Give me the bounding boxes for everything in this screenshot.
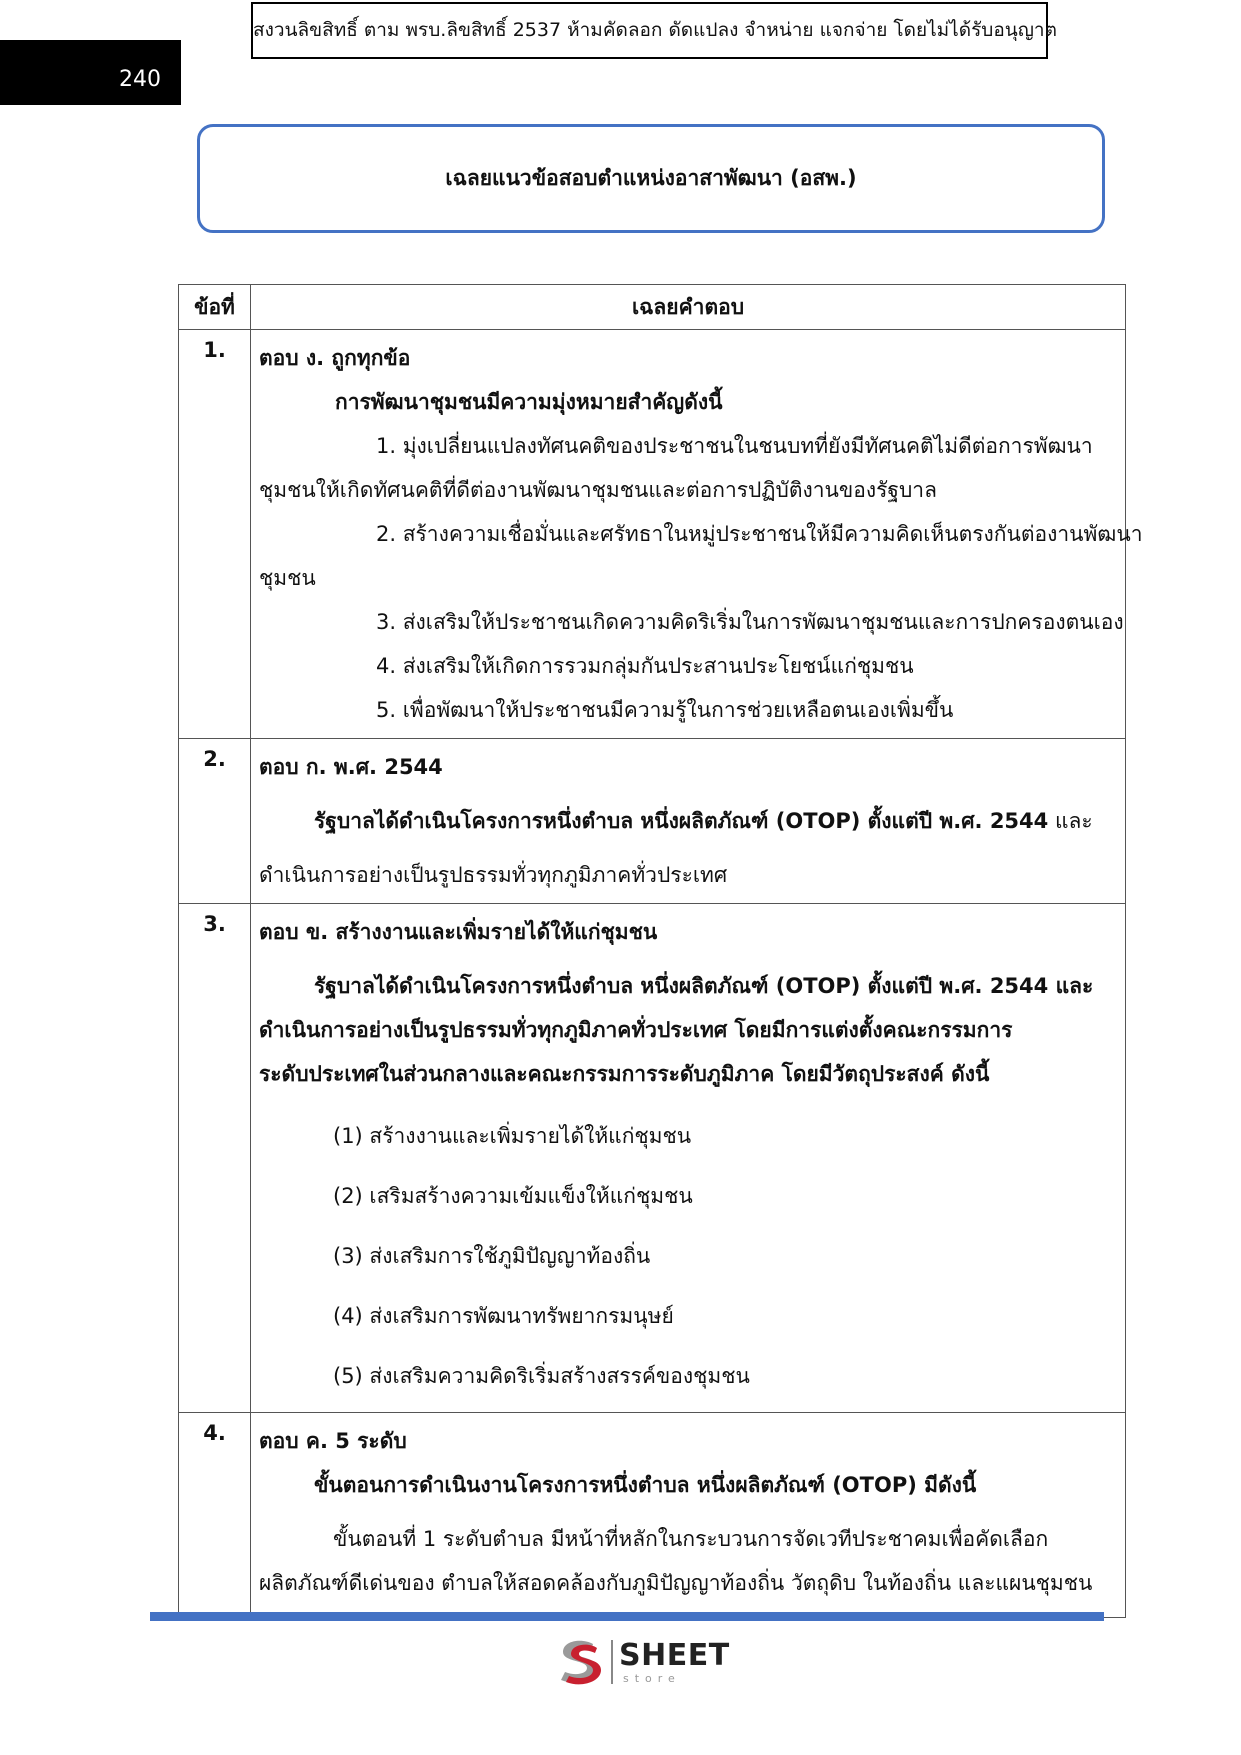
answer-line: การพัฒนาชุมชนมีความมุ่งหมายสำคัญดังนี้ xyxy=(335,390,723,414)
answer-line: ชุมชน xyxy=(259,566,316,590)
answer-line: รัฐบาลได้ดำเนินโครงการหนึ่งตำบล หนึ่งผลิตภัณฑ์ (OTOP) ตั้งแต่ปี พ.ศ. 2544 และ xyxy=(314,974,1094,998)
question-number: 4. xyxy=(179,1413,251,1618)
answer-line: ขั้นตอนการดำเนินงานโครงการหนึ่งตำบล หนึ่งผลิตภัณฑ์ (OTOP) มีดังนี้ xyxy=(314,1473,977,1497)
footer-rule xyxy=(150,1612,1104,1621)
table-row xyxy=(179,904,1126,1413)
question-number: 1. xyxy=(179,330,251,739)
objective-item: (5) ส่งเสริมความคิดริเริ่มสร้างสรรค์ของชุมชน xyxy=(333,1364,750,1388)
answer-line: 3. ส่งเสริมให้ประชาชนเกิดความคิดริเริ่มในการพัฒนาชุมชนและการปกครองตนเอง xyxy=(376,610,1124,634)
s-logo-icon xyxy=(553,1636,605,1688)
question-number: 3. xyxy=(179,904,251,1413)
answer-line-tail: และ xyxy=(1054,809,1093,833)
page-title-box xyxy=(197,124,1105,233)
table-row xyxy=(179,1413,1126,1618)
logo-brand-text: SHEET xyxy=(619,1638,730,1673)
answer-cell xyxy=(251,1413,1126,1618)
answer-heading: ตอบ ค. 5 ระดับ xyxy=(259,1429,407,1453)
answer-heading: ตอบ ข. สร้างงานและเพิ่มรายได้ให้แก่ชุมชน xyxy=(259,920,658,944)
answer-line: ดำเนินการอย่างเป็นรูปธรรมทั่วทุกภูมิภาคทั่วประเทศ โดยมีการแต่งตั้งคณะกรรมการ xyxy=(259,1018,1013,1042)
column-header-answer: เฉลยคำตอบ xyxy=(251,285,1126,330)
column-header-number: ข้อที่ xyxy=(179,285,251,330)
logo-divider xyxy=(611,1640,613,1684)
answer-line: 1. มุ่งเปลี่ยนแปลงทัศนคติของประชาชนในชนบทที่ยังมีทัศนคติไม่ดีต่อการพัฒนา xyxy=(376,434,1093,458)
sheet-store-logo xyxy=(553,1636,730,1688)
table-row xyxy=(179,739,1126,904)
answer-heading: ตอบ ง. ถูกทุกข้อ xyxy=(259,346,411,370)
answer-line: 5. เพื่อพัฒนาให้ประชาชนมีความรู้ในการช่วยเหลือตนเองเพิ่มขึ้น xyxy=(376,698,954,722)
objective-item: (4) ส่งเสริมการพัฒนาทรัพยากรมนุษย์ xyxy=(333,1304,674,1328)
answer-line xyxy=(259,799,1113,843)
answer-line: ขั้นตอนที่ 1 ระดับตำบล มีหน้าที่หลักในกระบวนการจัดเวทีประชาคมเพื่อคัดเลือก xyxy=(333,1527,1049,1551)
objective-item: (3) ส่งเสริมการใช้ภูมิปัญญาท้องถิ่น xyxy=(333,1244,651,1268)
table-header-row xyxy=(179,285,1126,330)
answer-line: ดำเนินการอย่างเป็นรูปธรรมทั่วทุกภูมิภาคทั่วประเทศ xyxy=(259,863,728,887)
answer-line: ผลิตภัณฑ์ดีเด่นของ ตำบลให้สอดคล้องกับภูมิปัญญาท้องถิ่น วัตถุดิบ ในท้องถิ่น และแผนชุมชน xyxy=(259,1571,1093,1595)
answer-heading: ตอบ ก. พ.ศ. 2544 xyxy=(259,755,443,779)
answer-cell xyxy=(251,739,1126,904)
table-row xyxy=(179,330,1126,739)
answer-table xyxy=(178,284,1143,1618)
logo-sub-text: store xyxy=(623,1672,681,1685)
question-number: 2. xyxy=(179,739,251,904)
objective-item: (1) สร้างงานและเพิ่มรายได้ให้แก่ชุมชน xyxy=(333,1124,692,1148)
answer-line: 4. ส่งเสริมให้เกิดการรวมกลุ่มกันประสานประโยชน์แก่ชุมชน xyxy=(376,654,914,678)
answer-line: ระดับประเทศในส่วนกลางและคณะกรรมการระดับภูมิภาค โดยมีวัตถุประสงค์ ดังนี้ xyxy=(259,1062,990,1086)
answer-line-bold: รัฐบาลได้ดำเนินโครงการหนึ่งตำบล หนึ่งผลิตภัณฑ์ (OTOP) ตั้งแต่ปี พ.ศ. 2544 xyxy=(314,809,1049,833)
page-number: 240 xyxy=(0,40,181,105)
page-title: เฉลยแนวข้อสอบตำแหน่งอาสาพัฒนา (อสพ.) xyxy=(445,166,857,190)
answer-line: ชุมชนให้เกิดทัศนคติที่ดีต่องานพัฒนาชุมชนและต่อการปฏิบัติงานของรัฐบาล xyxy=(259,478,937,502)
answer-line: 2. สร้างความเชื่อมั่นและศรัทธาในหมู่ประชาชนให้มีความคิดเห็นตรงกันต่องานพัฒนา xyxy=(376,522,1143,546)
answer-cell xyxy=(251,904,1126,1413)
answer-cell xyxy=(251,330,1143,739)
copyright-notice: สงวนลิขสิทธิ์ ตาม พรบ.ลิขสิทธิ์ 2537 ห้ามคัดลอก ดัดแปลง จำหน่าย แจกจ่าย โดยไม่ได้รับอนุญาต xyxy=(251,2,1048,59)
objective-item: (2) เสริมสร้างความเข้มแข็งให้แก่ชุมชน xyxy=(333,1184,693,1208)
